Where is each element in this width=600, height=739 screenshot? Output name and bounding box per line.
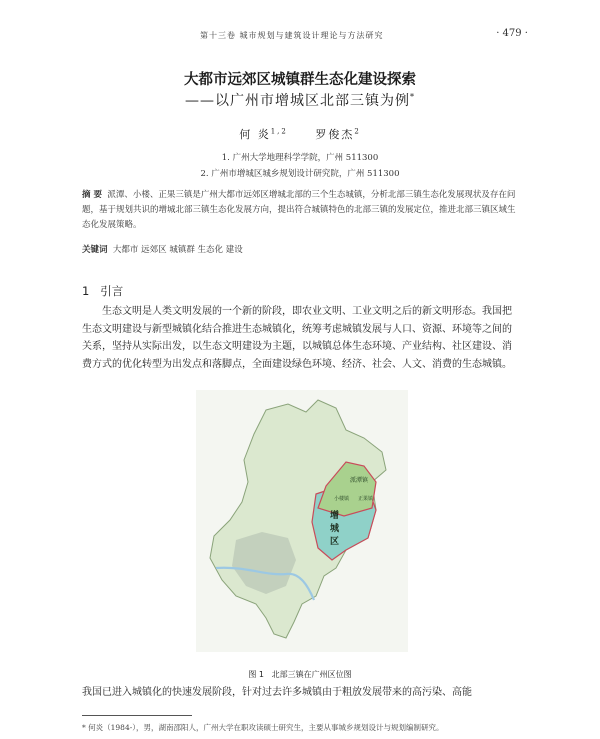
keywords-text: 大都市 远郊区 城镇群 生态化 建设	[112, 245, 243, 255]
abstract-label: 摘 要	[82, 190, 102, 200]
running-header-journal: 第十三卷 城市规划与建筑设计理论与方法研究	[200, 31, 384, 40]
section-heading	[82, 283, 123, 299]
label-zengcheng-3: 区	[330, 537, 340, 547]
abstract-text: 派潭、小楼、正果三镇是广州大都市远郊区增城北部的三个生态城镇，分析北部三镇生态化发展现状及存在问题，基于规划共识的增城北部三镇生态化发展方向，提出符合城镇特色的北部三镇的发展定位，推进北部三镇区域生态化发展策略。	[82, 190, 516, 230]
caption-number: 图 1	[248, 670, 264, 679]
footnote: * 何炎（1984-），男，湖南邵阳人，广州大学在职攻读硕士研究生，主要从事城乡规划设计与规划编制研究。	[82, 723, 444, 732]
author-line	[0, 126, 600, 142]
paper-subtitle	[0, 90, 600, 110]
subtitle-text: ——以广州市增城区北部三镇为例	[185, 93, 410, 109]
figure-caption	[0, 669, 600, 680]
abstract	[82, 188, 520, 233]
keywords	[82, 243, 243, 255]
map-svg	[196, 390, 408, 652]
label-paitan: 派潭镇	[350, 477, 369, 484]
author-2-sup: 2	[354, 127, 361, 136]
footnote-rule	[82, 715, 192, 716]
author-1: 何 炎	[239, 128, 271, 141]
affiliation-1: 1. 广州大学地理科学学院，广州 511300	[221, 153, 379, 163]
figure-map	[196, 390, 408, 652]
section-number: 1	[82, 284, 90, 298]
paper-title: 大都市远郊区城镇群生态化建设探索	[184, 72, 416, 88]
label-xiaolou: 小楼镇	[334, 496, 350, 502]
label-zengcheng-2: 城	[330, 524, 340, 534]
page-number: · 479 ·	[496, 28, 528, 39]
label-zhengguo: 正果镇	[358, 496, 374, 502]
keywords-label: 关键词	[82, 245, 108, 255]
body-paragraph-2: 我国已进入城镇化的快速发展阶段，针对过去许多城镇由于粗放发展带来的高污染、高能	[82, 687, 472, 698]
author-2: 罗俊杰	[315, 128, 355, 141]
section-title: 引言	[100, 284, 124, 298]
caption-text: 北部三镇在广州区位图	[271, 670, 352, 679]
subtitle-footnote-mark: *	[410, 92, 415, 102]
affiliation-2: 2. 广州市增城区城乡规划设计研究院，广州 511300	[200, 169, 400, 179]
author-1-sup: 1,2	[270, 127, 288, 136]
body-paragraph-1: 生态文明是人类文明发展的一个新的阶段，即农业文明、工业文明之后的新文明形态。我国把生态文明建设与新型城镇化结合推进生态城镇化，统筹考虑城镇发展与人口、资源、环境等之间的关系，坚持从实际出发，以生态文明建设为主题，以城镇总体生态环境、产业结构、社区建设、消费方式的优化转型为出发点和落脚点，全面建设绿色环境、经济、社会、人文、消费的生态城镇。	[82, 306, 512, 370]
label-zengcheng-1: 增	[330, 511, 340, 521]
